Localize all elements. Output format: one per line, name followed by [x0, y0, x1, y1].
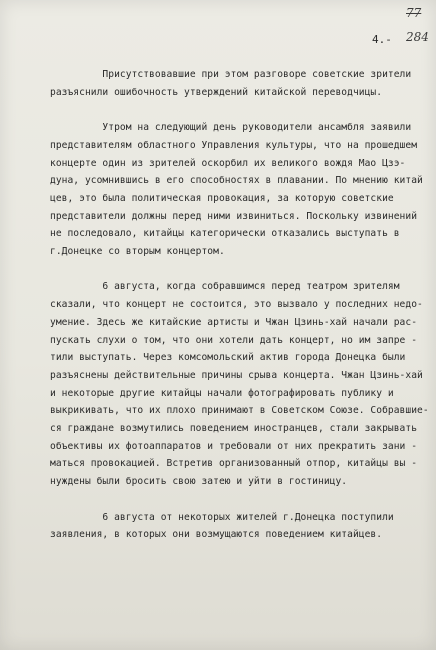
handwritten-folio-number: 284: [406, 30, 429, 44]
text-line: не последовало, китайцы категорически отказались выступать в: [50, 228, 400, 240]
text-line: 6 августа от некоторых жителей г.Донецка поступили: [50, 511, 394, 523]
text-line: нуждены были бросить свою затею и уйти в гостиницу.: [50, 476, 348, 488]
page-number: 4.-: [372, 33, 392, 46]
text-line: маться провокацией. Встретив организованный отпор, китайцы вы -: [50, 458, 418, 470]
text-line: концерте один из зрителей оскорбил их великого вождя Мао Цзэ-: [50, 157, 406, 169]
text-line: тили выступать. Через комсомольский актив города Донецка были: [50, 352, 406, 364]
paragraph-2: [50, 119, 426, 261]
text-line: разъяснены действительные причины срыва концерта. Чжан Цзинь-хай: [50, 369, 423, 381]
text-line: объективы их фотоаппаратов и требовали от них прекратить зани -: [50, 440, 418, 452]
paragraph-1: [50, 66, 426, 101]
text-line: Присутствовавшие при этом разговоре советские зрители: [50, 69, 412, 80]
text-line: ся граждане возмутились поведением иностранцев, стали закрывать: [50, 423, 418, 435]
text-line: разъяснили ошибочность утверждений китайской переводчицы.: [50, 86, 383, 98]
text-line: представители должны перед ними извиниться. Поскольку извинений: [50, 210, 418, 222]
text-line: умение. Здесь же китайские артисты и Чжан Цзинь-хай начали рас-: [50, 316, 418, 328]
text-line: Утром на следующий день руководители ансамбля заявили: [50, 122, 412, 134]
text-line: г.Донецке со вторым концертом.: [50, 246, 225, 258]
text-line: заявления, в которых они возмущаются поведением китайцев.: [50, 529, 383, 541]
text-line: и некоторые другие китайцы начали фотографировать публику и: [50, 387, 394, 399]
text-line: 6 августа, когда собравшимся перед театром зрителям: [50, 281, 400, 293]
text-line: сказали, что концерт не состоится, это вызвало у последних недо-: [50, 299, 423, 311]
typescript-body: [50, 66, 429, 562]
text-line: дуна, усомнившись в его способностях в плавании. По мнению китай: [50, 175, 423, 187]
handwritten-archive-number: 77: [406, 6, 422, 20]
page-header: [0, 6, 436, 46]
text-line: пускать слухи о том, что они хотели дать концерт, но им запре -: [50, 334, 418, 346]
paragraph-4: [50, 509, 426, 544]
paragraph-3: [50, 278, 429, 490]
text-line: представителям областного Управления культуры, что на прошедшем: [50, 139, 418, 151]
text-line: выкрикивать, что их плохо принимают в Советском Союзе. Собравшие-: [50, 405, 429, 417]
text-line: цев, это была политическая провокация, за которую советские: [50, 192, 394, 204]
